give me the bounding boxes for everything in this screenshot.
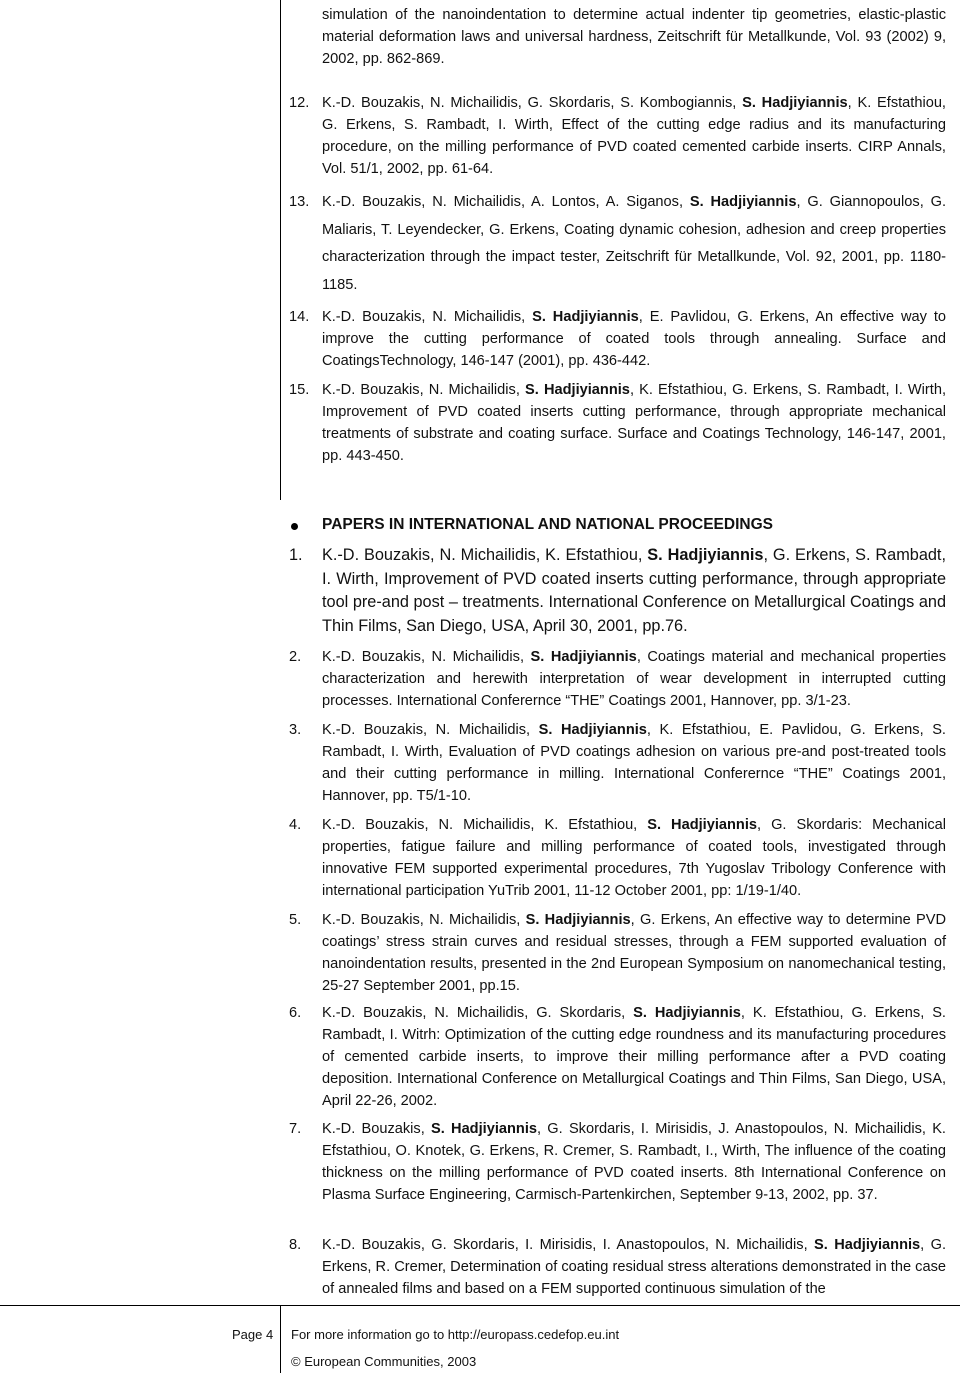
page-number: Page 4 [232, 1327, 274, 1342]
paper-text: , G. Erkens, R. Cremer, Determination of coating residual stress alterations demonstrated in the case of annealed films and based on a FEM supported continuous simulation of the [322, 1237, 947, 1297]
footer-copyright: © European Communities, 2003 [291, 1354, 477, 1369]
reference-item [289, 92, 946, 180]
paper-number: 4. [289, 817, 302, 833]
footer-info-link[interactable]: For more information go to http://europass.cedefop.eu.int [291, 1327, 620, 1342]
paper-item [289, 909, 947, 997]
paper-number: 6. [289, 1005, 302, 1021]
paper-item [289, 1118, 946, 1206]
paper-text: , G. Skordaris, I. Mirisidis, J. Anastopoulos, N. Michailidis, K. Efstathiou, O. Knotek, G. Erkens, R. Cremer, S. Rambadt, I., Wirth, The influence of the coating thickness on the milling performance of PVD coated inserts. 8th International Conference on Plasma Surface Engineering, Carmisch-Partenkirchen, September 9-13, 2002, pp. 37. [322, 1121, 946, 1203]
author-highlight: S. Hadjiyiannis [742, 95, 848, 111]
reference-text: simulation of the nanoindentation to determine actual indenter tip geometries, elastic-plastic material deformation laws and universal hardness, Zeitschrift für Metallkunde, Vol. 93 (2002) 9, 2002, pp. 862-869. [322, 7, 946, 67]
paper-authors: K.-D. Bouzakis, N. Michailidis, K. Efstathiou, [322, 817, 648, 833]
author-highlight: S. Hadjiyiannis [689, 194, 797, 210]
reference-text: , E. Pavlidou, G. Erkens, An effective way to improve the cutting performance of coated tools through annealing. Surface and CoatingsTechnology, 146-147 (2001), pp. 436-442. [322, 309, 947, 369]
paper-text: , G. Skordaris: Mechanical properties, fatigue failure and milling performance of coated tools, investigated through innovative FEM supported experimental procedures, 7th Yugoslav Tribology Conference with international participation YuTrib 2001, 11-12 October 2001, pp: 1/19-1/40. [322, 817, 947, 899]
paper-item [289, 814, 947, 902]
paper-item [289, 646, 946, 712]
author-highlight: S. Hadjiyiannis [647, 546, 764, 564]
author-highlight: S. Hadjiyiannis [633, 1005, 741, 1021]
reference-item [289, 306, 947, 372]
paper-number: 8. [289, 1237, 302, 1253]
reference-authors: K.-D. Bouzakis, N. Michailidis, A. Lontos, A. Siganos, [322, 194, 690, 210]
paper-authors: K.-D. Bouzakis, N. Michailidis, [322, 912, 526, 928]
reference-number: 12. [289, 95, 310, 111]
reference-item [289, 379, 946, 467]
paper-authors: K.-D. Bouzakis, N. Michailidis, [322, 649, 531, 665]
paper-number: 7. [289, 1121, 302, 1137]
reference-continuation [322, 4, 946, 70]
paper-number: 1. [289, 546, 303, 564]
paper-text: , G. Erkens, S. Rambadt, I. Wirth, Improvement of PVD coated inserts cutting performance, through appropriate tool pre-and post – treatments. International Conference on Metallurgical Coatings and Thin Films, San Diego, USA, April 30, 2001, pp.76. [322, 546, 946, 635]
paper-authors: K.-D. Bouzakis, N. Michailidis, K. Efstathiou, [322, 546, 648, 564]
author-highlight: S. Hadjiyiannis [814, 1237, 921, 1253]
reference-authors: K.-D. Bouzakis, N. Michailidis, [322, 382, 526, 398]
author-highlight: S. Hadjiyiannis [431, 1121, 537, 1137]
reference-number: 13. [289, 194, 310, 210]
paper-number: 2. [289, 649, 302, 665]
reference-text: , G. Giannopoulos, G. Maliaris, T. Leyendecker, G. Erkens, Coating dynamic cohesion, adhesion and creep properties characterization through the impact tester, Zeitschrift für Metallkunde, Vol. 92, 2001, pp. 1180-1185. [322, 194, 947, 293]
paper-number: 5. [289, 912, 302, 928]
paper-authors: K.-D. Bouzakis, N. Michailidis, [322, 722, 539, 738]
left-vertical-rule [280, 0, 281, 500]
bullet-icon [291, 523, 298, 530]
paper-text: , K. Efstathiou, E. Pavlidou, G. Erkens, S. Rambadt, I. Wirth, Evaluation of PVD coatings adhesion on various pre-and post-treated tools and their cutting performance in milling. International Conferernce “THE” Coatings 2001, Hannover, pp. T5/1-10. [322, 722, 946, 804]
paper-authors: K.-D. Bouzakis, N. Michailidis, G. Skordaris, [322, 1005, 634, 1021]
author-highlight: S. Hadjiyiannis [530, 649, 637, 665]
reference-number: 15. [289, 382, 310, 398]
paper-text: , G. Erkens, An effective way to determine PVD coatings’ stress strain curves and residual stresses, through a FEM supported evaluation of nanoindentation results, presented in the 2nd European Symposium on nanomechanical testing, 25-27 September 2001, pp.15. [322, 912, 947, 994]
reference-text: , K. Efstathiou, G. Erkens, S. Rambadt, I. Wirth, Improvement of PVD coated inserts cutting performance, through appropriate mechanical treatments of substrate and coating surface. Surface and Coatings Technology, 146-147, 2001, pp. 443-450. [322, 382, 946, 464]
author-highlight: S. Hadjiyiannis [647, 817, 758, 833]
reference-authors: K.-D. Bouzakis, N. Michailidis, [322, 309, 533, 325]
paper-item [289, 719, 946, 807]
paper-text: , Coatings material and mechanical properties characterization and herewith interpretation of wear development in interrupted cutting processes. International Conferernce “THE” Coatings 2001, Hannover, pp. 3/1-23. [322, 649, 946, 709]
author-highlight: S. Hadjiyiannis [525, 382, 630, 398]
footer-divider [0, 1305, 960, 1306]
paper-item [289, 544, 946, 638]
paper-text: , K. Efstathiou, G. Erkens, S. Rambadt, I. Witrh: Optimization of the cutting edge roundness and its manufacturing procedures of cemented carbide inserts, to improve their milling performance after a PVD coating deposition. International Conference on Metallurgical Coatings and Thin Films, San Diego, USA, April 22-26, 2002. [322, 1005, 946, 1109]
paper-authors: K.-D. Bouzakis, G. Skordaris, I. Mirisidis, I. Anastopoulos, N. Michailidis, [322, 1237, 815, 1253]
reference-number: 14. [289, 309, 310, 325]
reference-item [289, 189, 947, 299]
paper-item [289, 1002, 946, 1112]
author-highlight: S. Hadjiyiannis [538, 722, 647, 738]
reference-authors: K.-D. Bouzakis, N. Michailidis, G. Skordaris, S. Kombogiannis, [322, 95, 743, 111]
paper-authors: K.-D. Bouzakis, [322, 1121, 431, 1137]
author-highlight: S. Hadjiyiannis [532, 309, 639, 325]
author-highlight: S. Hadjiyiannis [525, 912, 631, 928]
paper-number: 3. [289, 722, 302, 738]
section-heading: PAPERS IN INTERNATIONAL AND NATIONAL PROCEEDINGS [322, 516, 773, 533]
reference-text: , K. Efstathiou, G. Erkens, S. Rambadt, I. Wirth, Effect of the cutting edge radius and its manufacturing procedure, on the milling performance of PVD coated cemented carbide inserts. CIRP Annals, Vol. 51/1, 2002, pp. 61-64. [322, 95, 946, 177]
footer-vertical-rule [280, 1305, 281, 1373]
paper-item [289, 1234, 947, 1300]
